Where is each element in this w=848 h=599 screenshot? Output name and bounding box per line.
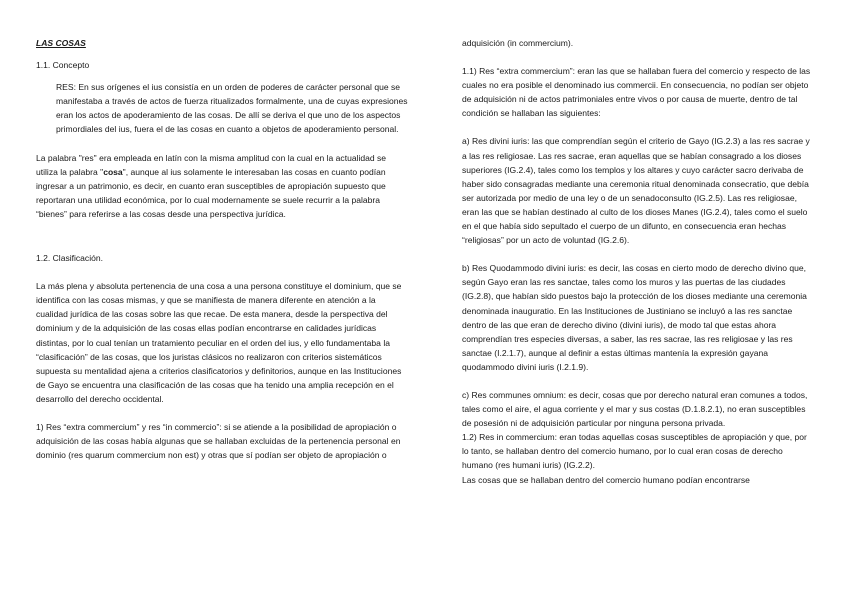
paragraph-palabra-res xyxy=(36,151,408,221)
paragraph-extra-commercium: 1.1) Res “extra commercium”: eran las que se hallaban fuera del comercio y respecto de las cuales no era posible el denominado ius commercii. En consecuencia, no podían ser objeto de adquisición ni de actos patrimoniales entre vivos o por causa de muerte, dentro de tal condición se hallaban las siguientes: xyxy=(462,66,811,119)
paragraph-res-divini-iuris: a) Res divini iuris: las que comprendían según el criterio de Gayo (IG.2.3) a las res sacrae y a las res religiosae. Las res sacrae, eran aquellas que se habían consagrado a los dioses superiores (IG.2.4), tales como los templos y los altares y cuyo carácter sacro derivaba de haber sido consagradas mediante una ceremonia ritual denominada consecratio, que debía ser autorizada por medio de una ley o de un senadoconsulto (IG.2.5). Las res religiosae, eran las que se habían destinado al culto de los dioses Manes (IG.2.4), tales como el suelo en el que había sido sepultado el cuerpo de un difunto, en consecuencia eran hechas “religiosas” por un acto de voluntad (IG.2.6). xyxy=(462,136,810,246)
paragraph-extra-commercium-intro: 1) Res “extra commercium” y res “in commercio”: si se atiende a la posibilidad de apropiación o adquisición de las cosas había algunas que se hallaban excluidas de la pertenencia personal en dominio (res quarum commercium non est) y otras que sí podían ser objeto de apropiación o xyxy=(36,421,401,461)
paragraph-continuation: adquisición (in commercium). xyxy=(462,38,574,48)
paragraph-res-quodammodo: b) Res Quodammodo divini iuris: es decir, las cosas en cierto modo de derecho divino que, según Gayo eran las res sanctae, tales como los muros y las puertas de las ciudades (IG.2.8), que habían sido puestos bajo la protección de los dioses mediante una ceremonia denominada inauguratio. En las Instituciones de Justiniano se incluyó a las res sanctae dentro de las que eran de derecho divino (divini iuris), de modo tal que estas ahora comprendían tres especies diversas, a saber, las res sacrae, las res religiosae y las res sanctae (I.2.1.7), aunque al definir a estas últimas mantenía la expresión gayana quodammodo divini iuris (I.2.1.9). xyxy=(462,263,807,372)
right-column xyxy=(462,36,812,487)
paragraph-last-line: Las cosas que se hallaban dentro del comercio humano podían encontrarse xyxy=(462,474,750,485)
paragraph-palabra-text-1: La palabra "res" era empleada en latín con la misma amplitud con la cual en la actualidad se utiliza la palabra " xyxy=(36,152,387,177)
section-heading-clasificacion: 1.2. Clasificación. xyxy=(36,253,103,264)
paragraph-res-in-commercium: 1.2) Res in commercium: eran todas aquellas cosas susceptibles de apropiación y que, por lo tanto, se hallaban dentro del comercio humano, por lo cual eran cosas de derecho humano (res humani iuris) (IG.2.2). xyxy=(462,432,807,471)
left-column xyxy=(36,36,408,462)
document-title: LAS COSAS xyxy=(36,38,86,48)
paragraph-res: RES: En sus orígenes el ius consistía en un orden de poderes de carácter personal que se manifestaba a través de actos de fuerza ritualizados formalmente, una de cuyas expresiones eran los actos de apoderamiento de las cosas. De allí se deriva el que uno de los aspectos primordiales del ius, fuera el de las cosas en cuanto a objetos de apoderamiento personal. xyxy=(56,82,408,135)
section-heading-concepto: 1.1. Concepto xyxy=(36,60,90,71)
bold-word-cosa: cosa xyxy=(103,166,123,177)
paragraph-res-communes: c) Res communes omnium: es decir, cosas que por derecho natural eran comunes a todos, tales como el aire, el agua corriente y el mar y sus costas (D.1.8.2.1), no eran susceptibles de posesión ni de adquisición particular por ninguna persona privada. xyxy=(462,389,808,429)
paragraph-dominium: La más plena y absoluta pertenencia de una cosa a una persona constituye el dominium, que se identifica con las cosas mismas, y que se manifiesta de manera diferente en atención a la cualidad jurídica de las cosas sobre las que recae. De esta manera, desde la perspectiva del dominium y de la adquisición de las cosas ellas podían encontrarse en calidades jurídicas distintas, por lo cual tenían un tratamiento peculiar en el orden del ius, y ello fundamentaba la “clasificación” de las cosas, que los juristas clásicos no realizaron con criterios sistemáticos supuesta su mentalidad ajena a criterios clasificatorios y definitorios, aunque en las Instituciones de Gayo se encuentra una clasificación de las cosas que ha tenido una amplia recepción en el desarrollo del derecho occidental. xyxy=(36,281,402,404)
paragraph-palabra-text-2: ", aunque al ius solamente le interesaban las cosas en cuanto podían ingresar a un patrimonio, es decir, en cuanto eran susceptibles de apropiación supuesto que reportaran una utilidad económica, por lo cual modernamente se suele recurrir a la palabra “bienes” para referirse a las cosas desde una perspectiva jurídica. xyxy=(36,166,386,219)
